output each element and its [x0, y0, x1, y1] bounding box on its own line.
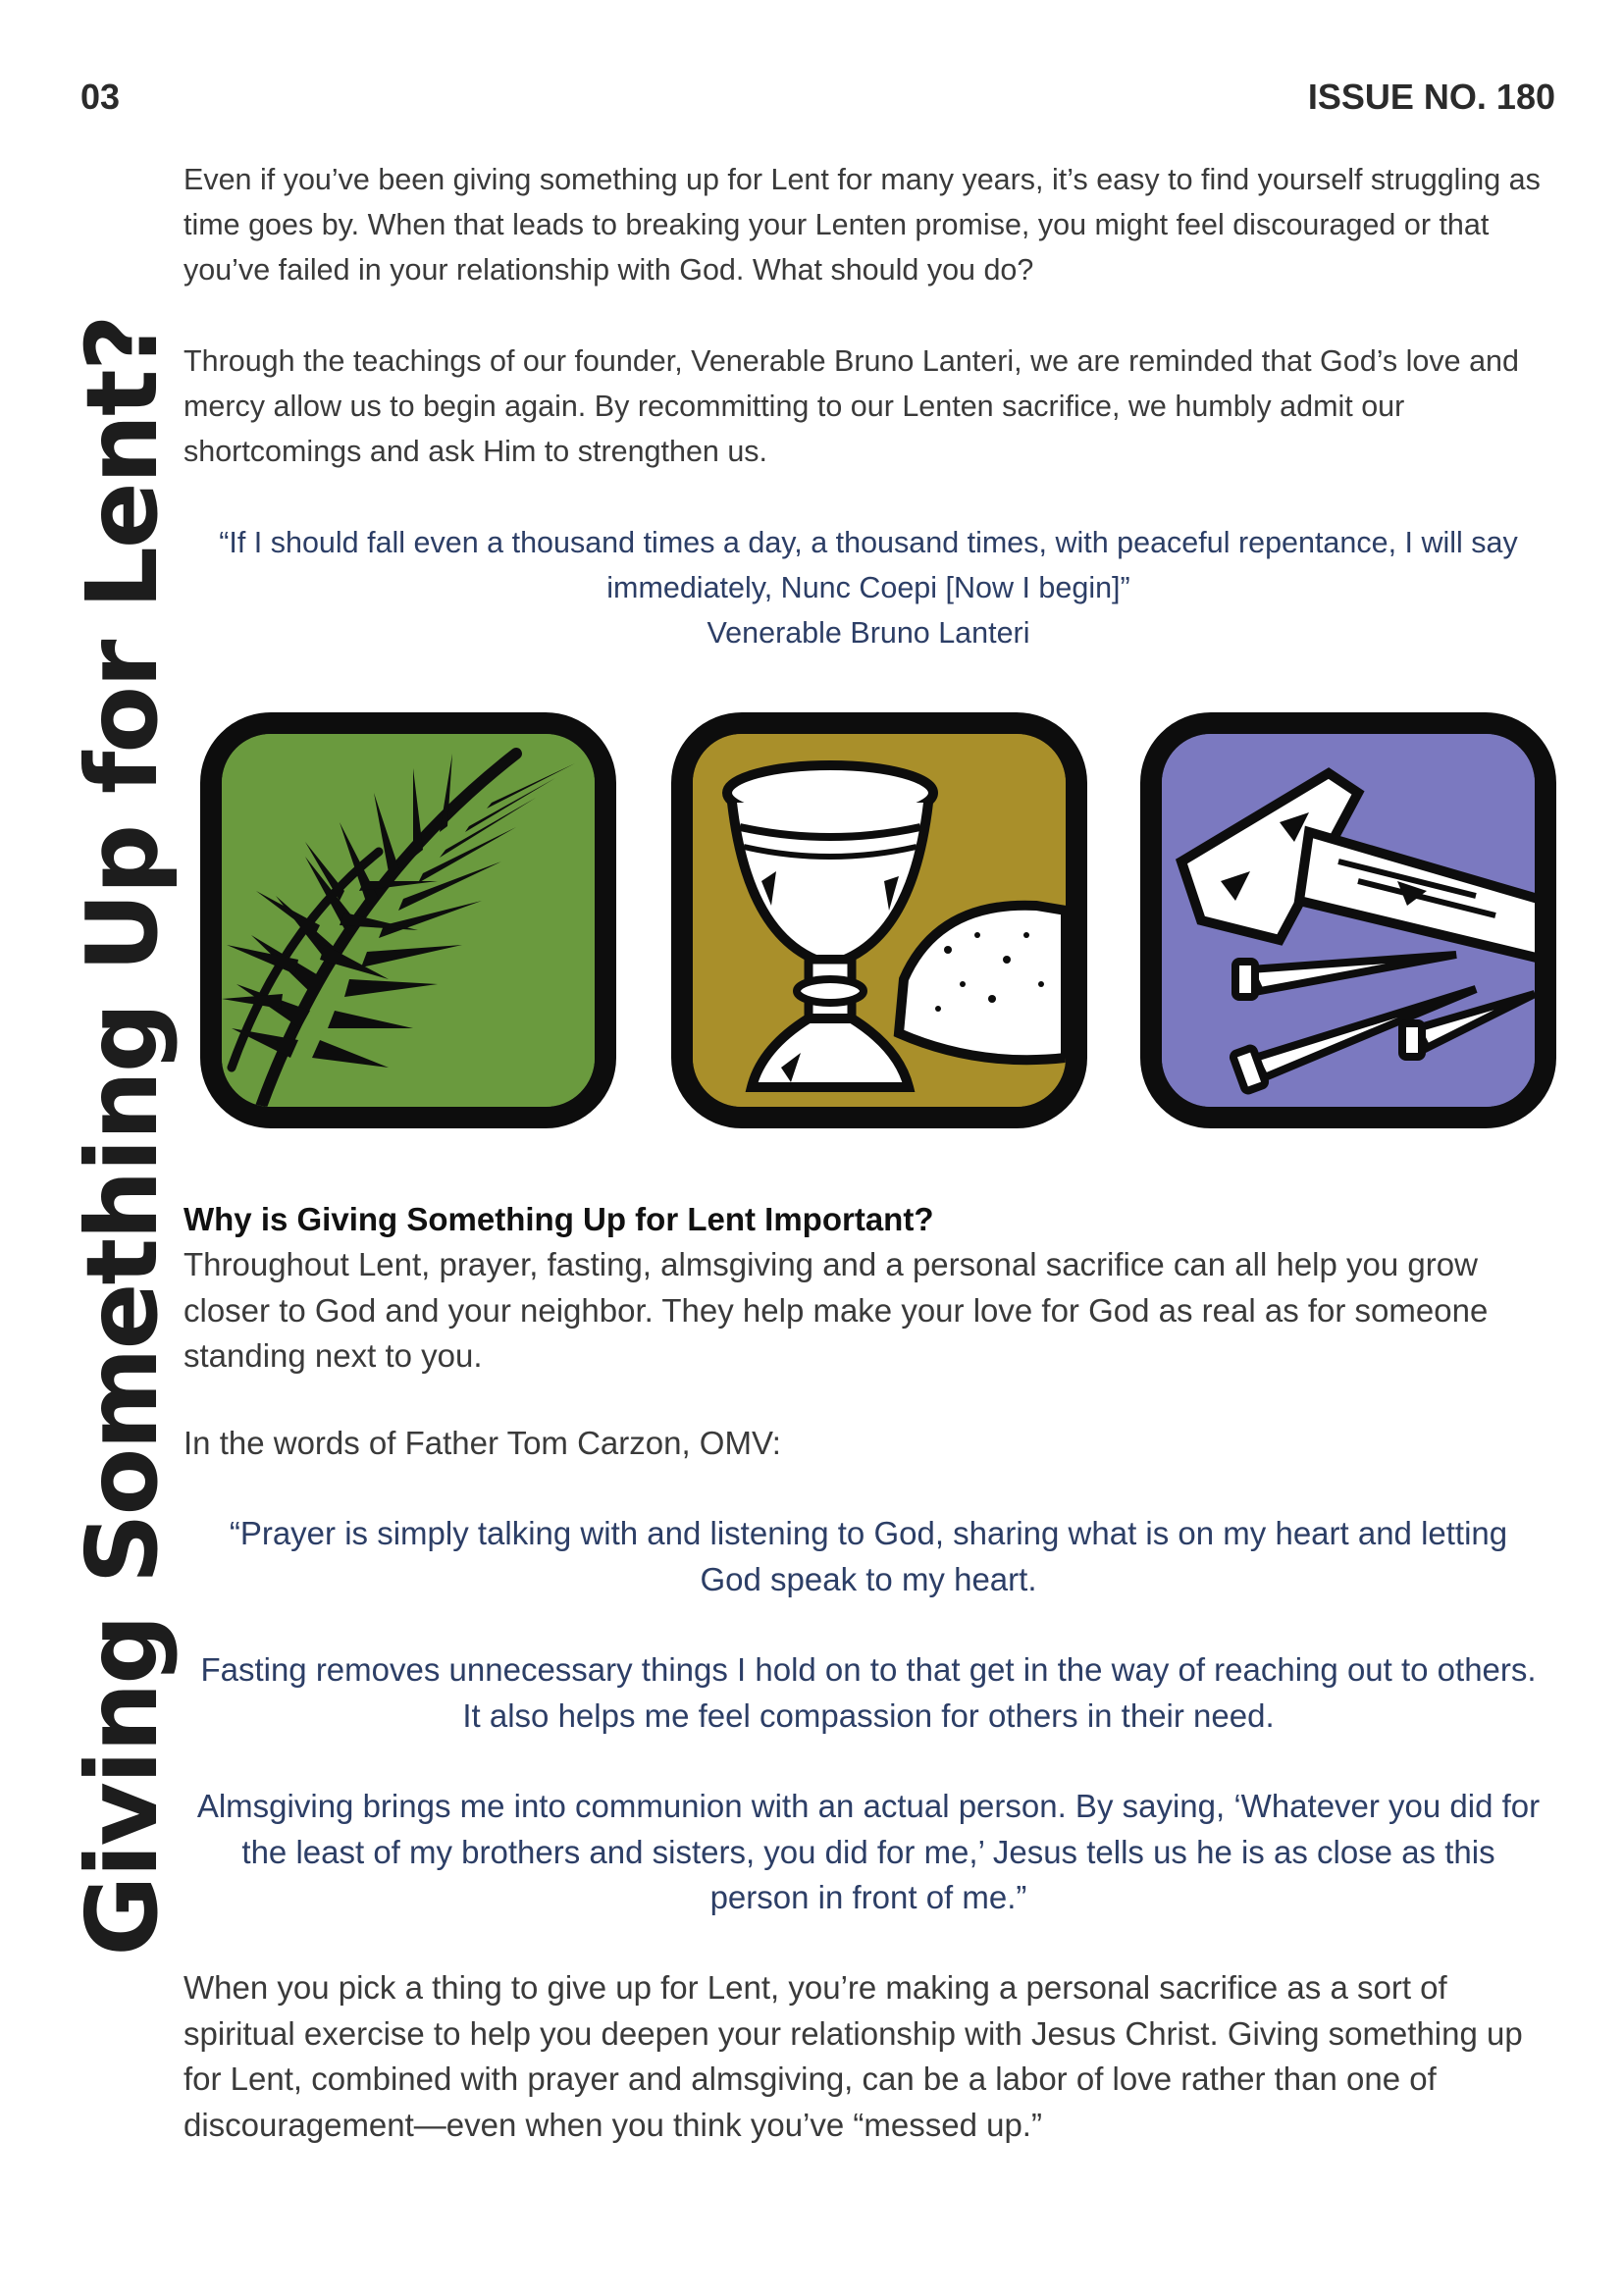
- section-heading: Why is Giving Something Up for Lent Important?: [183, 1201, 934, 1237]
- intro-paragraph-2: Through the teachings of our founder, Venerable Bruno Lanteri, we are reminded that God’s love and mercy allow us to begin again. By recommitting to our Lenten sacrifice, we humbly admit our shortcomings and ask Him to strengthen us.: [183, 344, 1519, 468]
- palm-branch-icon: [200, 712, 616, 1128]
- side-title: Giving Something Up for Lent?: [65, 316, 180, 1957]
- hammer-nails-graphic: [1162, 734, 1535, 1107]
- chalice-bread-icon: [671, 712, 1087, 1128]
- lanteri-quote: [196, 520, 1541, 655]
- carzon-quote: [196, 1511, 1541, 1921]
- closing-paragraph: When you pick a thing to give up for Lent, you’re making a personal sacrifice as a sort of spiritual exercise to help you deepen your relationship with Jesus Christ. Giving something up for Lent, combined with prayer and almsgiving, can be a labor of love rather than one of discouragement—even when you think you’ve “messed up.”: [183, 1969, 1523, 2143]
- closing-section: [183, 1965, 1552, 2148]
- carzon-intro: [183, 1421, 1552, 1467]
- quote-attribution: Venerable Bruno Lanteri: [707, 616, 1030, 650]
- chalice-bread-graphic: [693, 734, 1066, 1107]
- why-section: [183, 1197, 1552, 1380]
- quote-prayer: “Prayer is simply talking with and listening to God, sharing what is on my heart and letting God speak to my heart.: [229, 1515, 1508, 1597]
- page-number: 03: [80, 77, 121, 117]
- issue-number: ISSUE NO. 180: [1307, 77, 1555, 117]
- intro-section-2: [183, 339, 1552, 474]
- intro-section: [183, 157, 1552, 292]
- section-paragraph-1: Throughout Lent, prayer, fasting, almsgiving and a personal sacrifice can all help you grow closer to God and your neighbor. They help make your love for God as real as for someone standing next to you.: [183, 1246, 1489, 1374]
- palm-branch-graphic: [222, 734, 595, 1107]
- quote-almsgiving: Almsgiving brings me into communion with an actual person. By saying, ‘Whatever you did for the least of my brothers and sisters, you did for me,’ Jesus tells us he is as close as this person in front of me.”: [196, 1788, 1541, 1915]
- quote-fasting: Fasting removes unnecessary things I hold on to that get in the way of reaching out to others. It also helps me feel compassion for others in their need.: [200, 1651, 1537, 1734]
- quote-text: “If I should fall even a thousand times a day, a thousand times, with peaceful repentance, I will say immediately, Nunc Coepi [Now I begin]”: [219, 526, 1518, 604]
- intro-paragraph-1: Even if you’ve been giving something up for Lent for many years, it’s easy to find yourself struggling as time goes by. When that leads to breaking your Lenten promise, you might feel discouraged or that you’ve failed in your relationship with God. What should you do?: [183, 163, 1541, 287]
- hammer-nails-icon: [1140, 712, 1556, 1128]
- section-paragraph-2: In the words of Father Tom Carzon, OMV:: [183, 1425, 781, 1461]
